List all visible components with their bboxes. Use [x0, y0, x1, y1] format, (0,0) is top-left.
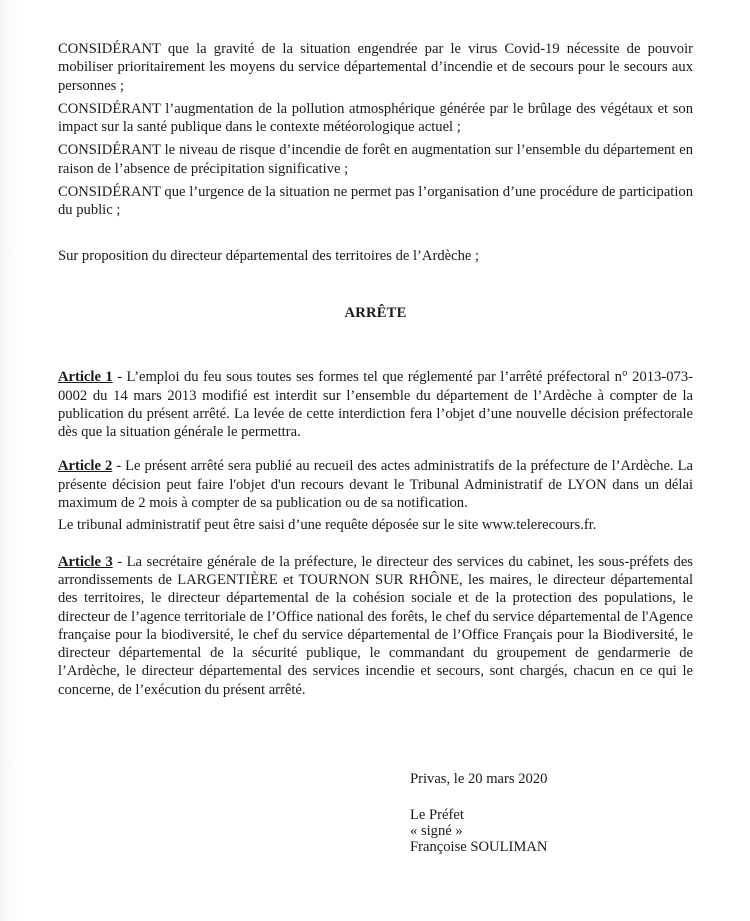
tribunal-note: Le tribunal administratif peut être saisi d’une requête déposée sur le site www.telerecours.fr.: [58, 517, 597, 534]
article-3: [58, 553, 693, 699]
article-1-separator: -: [112, 369, 127, 386]
article-3-separator: -: [112, 553, 127, 570]
article-1-label: Article 1: [58, 369, 113, 386]
article-2-label: Article 2: [58, 458, 113, 475]
proposition-paragraph: Sur proposition du directeur départemental des territoires de l’Ardèche ;: [58, 247, 480, 264]
arrete-heading: ARRÊTE: [344, 304, 407, 321]
article-1-text: L’emploi du feu sous toutes ses formes tel que réglementé par l’arrêté préfectoral n° 2013-073-0002 du 14 mars 2013 modifié est interdit sur l’ensemble du département de l’Ardèche à compter de la publication du présent arrêté. La levée de cette interdiction fera l’objet d’une nouvelle décision préfectorale dès que la situation générale le permettra.: [58, 369, 693, 441]
considerant-paragraph-2: CONSIDÉRANT l’augmentation de la pollution atmosphérique générée par le brûlage des végétaux et son impact sur la santé publique dans le contexte météorologique actuel ;: [58, 100, 693, 136]
signature-block: [410, 771, 547, 855]
considerant-paragraph-4: CONSIDÉRANT que l’urgence de la situation ne permet pas l’organisation d’une procédure de participation du public ;: [58, 184, 693, 219]
article-2-text: Le présent arrêté sera publié au recueil des actes administratifs de la préfecture de l’Ardèche. La présente décision peut faire l'objet d'un recours devant le Tribunal Administratif de LYON dans un délai maximum de 2 mois à compter de sa publication ou de sa notification.: [58, 458, 693, 512]
considerant-paragraph-1: CONSIDÉRANT que la gravité de la situation engendrée par le virus Covid-19 nécessite de pouvoir mobiliser prioritairement les moyens du service départemental d’incendie et de secours pour le secours aux personnes ;: [58, 41, 693, 94]
article-3-text: La secrétaire générale de la préfecture, le directeur des services du cabinet, les sous-préfets des arrondissements de LARGENTIÈRE et TOURNON SUR RHÔNE, les maires, le directeur départemental des territoires, le directeur départemental de la cohésion sociale et de la protection des populations, le directeur de l’agence territoriale de l’Office national des forêts, le chef du service départemental de l'Agence française pour la biodiversité, le chef du service départemental de l’Office Français pour la Biodiversité, le directeur départemental de la sécurité publique, le commandant du groupement de gendarmerie de l’Ardèche, le directeur départemental des services incendie et secours, sont chargés, chacun en ce qui le concerne, de l’exécution du présent arrêté.: [58, 553, 693, 698]
considerant-paragraph-3: CONSIDÉRANT le niveau de risque d’incendie de forêt en augmentation sur l’ensemble du département en raison de l’absence de précipitation significative ;: [58, 142, 693, 177]
document-body: [58, 40, 693, 715]
article-2: [58, 457, 693, 512]
article-1: [58, 368, 693, 441]
signature-signed: « signé »: [410, 823, 463, 839]
article-3-label: Article 3: [58, 553, 113, 570]
signature-title: Le Préfet: [410, 807, 464, 823]
signature-name: Françoise SOULIMAN: [410, 839, 548, 855]
signature-place-date: Privas, le 20 mars 2020: [410, 771, 548, 787]
article-2-separator: -: [112, 458, 126, 475]
